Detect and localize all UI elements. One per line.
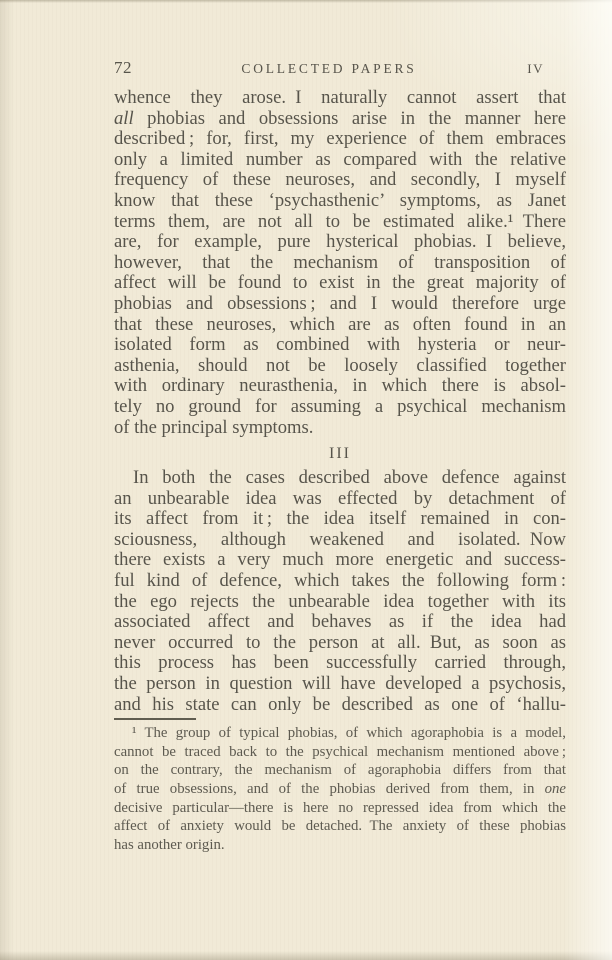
text-line: the person in question will have developed a psychosis, <box>114 673 566 695</box>
footnote-line: ¹ The group of typical phobias, of which agoraphobia is a model, <box>132 725 566 742</box>
text-line: affect will be found to exist in the great majority of <box>114 272 566 294</box>
text-line: that these neuroses, which are as often found in an <box>114 313 566 335</box>
footnote-line: on the contrary, the mechanism of agoraphobia differs from that <box>114 762 566 779</box>
text-line: are, for example, pure hysterical phobias. I believe, <box>114 231 566 253</box>
text-line: with ordinary neurasthenia, in which there is absol- <box>114 375 566 397</box>
text-line: never occurred to the person at all. But, as soon as <box>114 631 566 653</box>
text-line: whence they arose. I naturally cannot assert that <box>114 87 566 108</box>
text-line: only a limited number as compared with the relative <box>114 148 566 170</box>
text-line <box>114 109 566 130</box>
footnote-separator <box>114 718 196 720</box>
section-heading: III <box>329 445 351 463</box>
text-line: the ego rejects the unbearable idea together with its <box>114 590 566 612</box>
footnote-line: cannot be traced back to the psychical mechanism mentioned above ; <box>114 743 566 760</box>
footnote-line: affect of anxiety would be detached. The anxiety of these phobias <box>114 818 566 835</box>
text-line: know that these ‘psychasthenic’ symptoms, as Janet <box>114 189 566 211</box>
line-text: of true obsessions, and of the phobias derived from them, in <box>114 781 545 797</box>
text-line: however, that the mechanism of transposition of <box>114 251 566 273</box>
footnote-line: decisive particular—there is here no repressed idea from which the <box>114 799 566 816</box>
page-body <box>114 88 566 854</box>
text-line: its affect from it ; the idea itself remained in con- <box>114 508 566 530</box>
text-line: frequency of these neuroses, and secondly, I myself <box>114 169 566 191</box>
text-line: terms them, are not all to be estimated alike.¹ There <box>114 210 566 232</box>
footnote-line: has another origin. <box>114 836 225 853</box>
text-line: and his state can only be described as one of ‘hallu- <box>114 693 566 715</box>
text-line: of the principal symptoms. <box>114 416 314 438</box>
page-number: 72 <box>114 58 132 77</box>
text-line: there exists a very much more energetic and success- <box>114 549 566 571</box>
line-text: phobias and obsessions arise in the manner here <box>133 107 566 129</box>
italic-word: one <box>544 781 566 797</box>
text-line: asthenia, should not be loosely classified together <box>114 354 566 376</box>
text-line: isolated form as combined with hysteria or neur- <box>114 334 566 356</box>
text-line: In both the cases described above defence against <box>133 467 566 489</box>
text-line: an unbearable idea was effected by detachment of <box>114 487 566 509</box>
text-line: ful kind of defence, which takes the following form : <box>114 570 566 592</box>
text-line: sciousness, although weakened and isolated. Now <box>114 528 566 550</box>
text-line: tely no ground for assuming a psychical mechanism <box>114 395 566 417</box>
running-title: COLLECTED PAPERS <box>241 61 417 76</box>
text-line: described ; for, first, my experience of them embraces <box>114 128 566 150</box>
text-line: associated affect and behaves as if the idea had <box>114 611 566 633</box>
italic-word: all <box>114 107 134 129</box>
text-line: this process has been successfully carried through, <box>114 652 566 674</box>
text-line: phobias and obsessions ; and I would therefore urge <box>114 292 566 314</box>
page-header <box>114 58 566 78</box>
footnote-line <box>114 780 566 799</box>
chapter-numeral: IV <box>527 61 545 76</box>
